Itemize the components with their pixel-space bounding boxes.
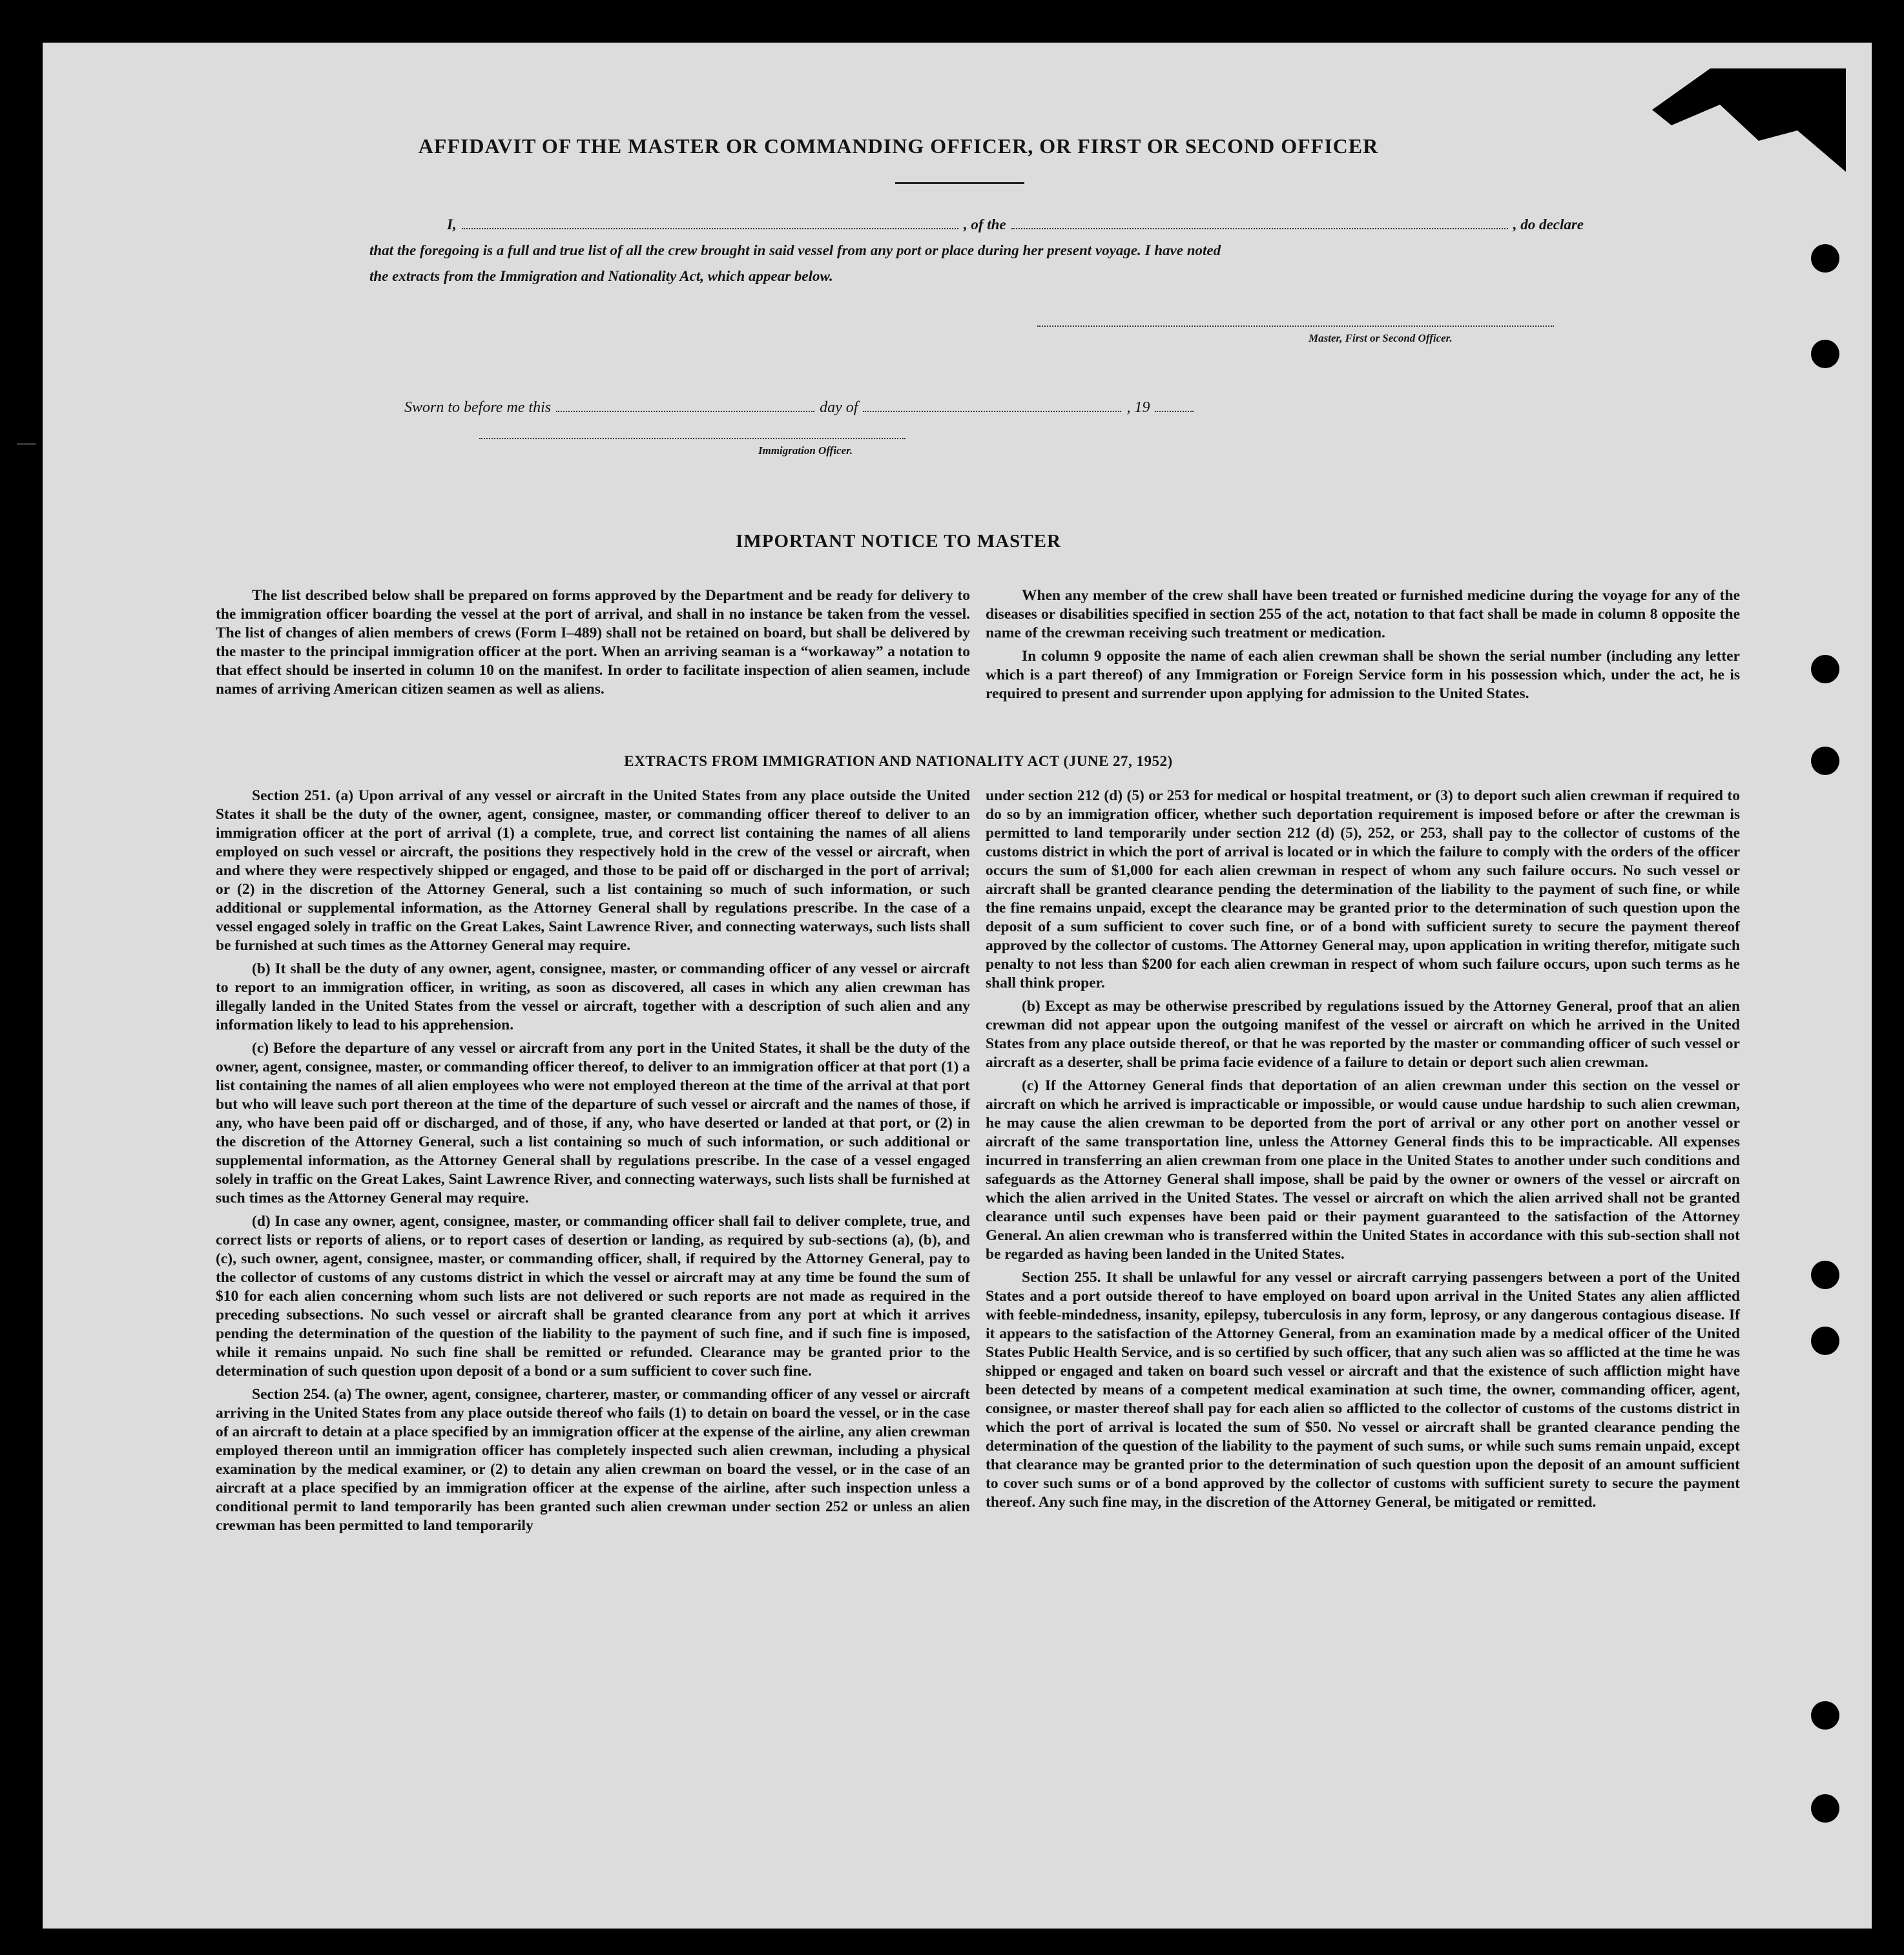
sworn-month-field[interactable] (863, 397, 1121, 412)
scan-mark (17, 443, 36, 445)
notice-paragraph: The list described below shall be prepared on forms approved by the Department and be ready for delivery to the immigration officer boarding the vessel at the port of arrival, and shall in no instance be taken from the vessel. The list of changes of alien members of crews (Form I–489) shall not be retained on board, but shall be delivered by the master to the principal immigration officer at the port. When an arriving seaman is a “workaway” a notation to that effect should be inserted in column 10 on the manifest. In order to facilitate inspection of alien seamen, include names of arriving American citizen seamen as well as aliens. (216, 587, 970, 698)
section-paragraph: Section 251. (a) Upon arrival of any vessel or aircraft in the United States from any place outside the United States it shall be the duty of the owner, agent, consignee, master, or commanding officer thereof to deliver to an immigration officer at the port of arrival (1) a complete, true, and correct list containing the names of all aliens employed on such vessel or aircraft, the positions they respectively hold in the crew of the vessel or aircraft, when and where they were respectively shipped or engaged, and those to be paid off or discharged in the port of arrival; or (2) in the discretion of the Attorney General, such a list containing so much of such information, or such additional or supplemental information, as the Attorney General shall by regulations prescribe. In the case of a vessel engaged solely in traffic on the Great Lakes, Saint Lawrence River, and connecting waterways, such lists shall be furnished at such times as the Attorney General may require. (216, 787, 970, 954)
notice-paragraph: In column 9 opposite the name of each alien crewman shall be shown the serial number (including any letter which is a part thereof) of any Immigration or Foreign Service form in his possession which, under the act, he is required to present and surrender upon applying for admission to the United States. (986, 648, 1740, 702)
affidavit-block (369, 212, 1584, 289)
section-paragraph: (c) Before the departure of any vessel or aircraft from any port in the United States, it shall be the duty of the owner, agent, consignee, master, or commanding officer thereof, to deliver to an immigration officer at that port (1) a list containing the names of all alien employees who were not employed thereon at the time of the arrival at that port but who will leave such port thereon at the time of the departure of such vessel or aircraft and the names of those, if any, who have been paid off or discharged, and of those, if any, who have deserted or landed at that port, or (2) in the discretion of the Attorney General, such a list containing so much of such information, or such additional or supplemental information, as the Attorney General shall by regulations prescribe. In the case of a vessel engaged solely in traffic on the Great Lakes, Saint Lawrence River, and connecting waterways, such lists shall be furnished at such times as the Attorney General may require. (216, 1040, 970, 1206)
day-of-label: day of (820, 399, 858, 416)
officer-signature-line[interactable] (479, 438, 905, 439)
master-signature-line[interactable] (1037, 326, 1554, 327)
section-paragraph: (b) Except as may be otherwise prescribed by regulations issued by the Attorney General, proof that an alien crewman did not appear upon the outgoing manifest of the vessel or aircraft on which he arrived in the United States from any place outside thereof, or that he was reported by the master or commanding officer of such vessel or aircraft as a deserter, shall be prima facie evidence of a failure to detain or deport such alien crewman. (986, 998, 1740, 1071)
notice-right-column (986, 586, 1740, 708)
master-signature-label: Master, First or Second Officer. (1309, 332, 1453, 344)
sworn-line (404, 397, 1321, 417)
notice-left-column (216, 586, 970, 703)
punch-hole (1811, 244, 1839, 273)
declaration-line (369, 212, 1584, 238)
punch-hole (1811, 1701, 1839, 1730)
officer-signature-label: Immigration Officer. (758, 444, 853, 457)
punch-hole (1811, 747, 1839, 775)
vessel-field[interactable] (1011, 214, 1508, 229)
torn-corner (1652, 68, 1846, 172)
sworn-label: Sworn to before me this (404, 399, 552, 416)
punch-hole (1811, 1261, 1839, 1289)
sworn-year-field[interactable] (1155, 397, 1194, 412)
section-continuation: under section 212 (d) (5) or 253 for medical or hospital treatment, or (3) to deport such alien crewman if required to do so by an immigration officer, whether such deportation requirement is imposed before or after the crewman is permitted to land temporarily under section 212 (d) (5), 252, or 253, shall pay to the collector of customs of the customs district in which the port of arrival is located or in which the failure to comply with the orders of the officer occurs the sum of $1,000 for each alien crewman in respect of whom any such failure occurs. No such vessel or aircraft shall be granted clearance pending the determination of the liability to the payment of such fine, or while the fine remains unpaid, except the clearance may be granted prior to the determination of such question upon the deposit of a sum sufficient to cover such fine, or of a bond with sufficient surety to secure the payment thereof approved by the collector of customs. The Attorney General may, upon application in writing therefor, mitigate such penalty to not less than $200 for each alien crewman in respect of whom such failure occurs, upon such terms as he shall think proper. (986, 787, 1740, 991)
title-rule (895, 182, 1024, 184)
punch-hole (1811, 1794, 1839, 1823)
section-paragraph: (c) If the Attorney General finds that deportation of an alien crewman under this section on the vessel or aircraft on which he arrived is impracticable or impossible, or would cause undue hardship to such alien crewman, he may cause the alien crewman to be deported from the port of arrival or any other port on another vessel or aircraft of the same transportation line, unless the Attorney General finds this to be impracticable. All expenses incurred in transferring an alien crewman from one place in the United States to another under such conditions and safeguards as the Attorney General shall impose, shall be paid by the owner or owners of the vessel or aircraft on which the alien arrived in the United States. The vessel or aircraft on which the alien arrived shall not be granted clearance until such expenses have been paid or their payment guaranteed to the satisfaction of the Attorney General. An alien crewman who is transferred within the United States in accordance with this sub-section shall not be regarded as having been landed in the United States. (986, 1077, 1740, 1263)
section-paragraph: (b) It shall be the duty of any owner, agent, consignee, master, or commanding officer of any vessel or aircraft to report to an immigration officer, in writing, as soon as discovered, all cases in which any alien crewman has illegally landed in the United States from the vessel or aircraft, together with a description of such alien and any information likely to lead to his apprehension. (216, 960, 970, 1033)
sworn-day-field[interactable] (556, 397, 814, 412)
do-declare-label: , do declare (1513, 216, 1584, 233)
extracts-title: EXTRACTS FROM IMMIGRATION AND NATIONALITY ACT (JUNE 27, 1952) (624, 753, 1173, 769)
i-label: I, (447, 216, 457, 233)
affidavit-line-2: that the foregoing is a full and true list of all the crew brought in said vessel from any port or place during her present voyage. I have noted (369, 242, 1221, 258)
of-the-label: , of the (963, 216, 1006, 233)
section-paragraph: (d) In case any owner, agent, consignee, master, or commanding officer shall fail to deliver complete, true, and correct lists or reports of aliens, or to report cases of desertion or landing, as required by sub-sections (a), (b), and (c), such owner, agent, consignee, master, or commanding officer, shall, if required by the Attorney General, pay to the collector of customs of any customs district in which the vessel or aircraft may at any time be found the sum of $10 for each alien concerning whom such lists are not delivered or such reports are not made as required in the preceding subsections. No such vessel or aircraft shall be granted clearance from any port at which it arrives pending the determination of the question of the liability to the payment of such fine, and if such fine is imposed, while it remains unpaid. No such fine shall be remitted or refunded. Clearance may be granted prior to the determination of such question upon deposit of a bond or a sum sufficient to cover such fine. (216, 1213, 970, 1380)
section-paragraph: Section 254. (a) The owner, agent, consignee, charterer, master, or commanding officer of any vessel or aircraft arriving in the United States from any place outside thereof who fails (1) to detain on board the vessel, or in the case of an aircraft to detain at a place specified by an immigration officer at the expense of the airline, any alien crewman employed thereon until an immigration officer has completely inspected such alien crewman, including a physical examination by the medical examiner, or (2) to detain any alien crewman on board the vessel, or in the case of an aircraft at a place specified by an immigration officer at the expense of the airline, after such inspection unless a conditional permit to land temporarily has been granted such alien crewman under section 252 or unless an alien crewman has been permitted to land temporarily (216, 1386, 970, 1534)
affidavit-line-3: the extracts from the Immigration and Nationality Act, which appear below. (369, 268, 833, 284)
notice-paragraph: When any member of the crew shall have been treated or furnished medicine during the voyage for any of the diseases or disabilities specified in section 255 of the act, notation to that fact shall be made in column 8 opposite the name of the crewman receiving such treatment or medication. (986, 587, 1740, 641)
extracts-right-column (986, 787, 1740, 1516)
affidavit-title: AFFIDAVIT OF THE MASTER OR COMMANDING OFFICER, OR FIRST OR SECOND OFFICER (418, 134, 1379, 158)
section-paragraph: Section 255. It shall be unlawful for any vessel or aircraft carrying passengers between a port of the United States and a port outside thereof to have employed on board upon arrival in the United States any alien afflicted with feeble-mindedness, insanity, epilepsy, tuberculosis in any form, leprosy, or any dangerous contagious disease. If it appears to the satisfaction of the Attorney General, from an examination made by a medical officer of the United States Public Health Service, and is so certified by such officer, that any such alien was so afflicted at the time he was shipped or engaged and taken on board such vessel or aircraft and that the existence of such affliction might have been detected by means of a competent medical examination at such time, the owner, commanding officer, agent, consignee, or master thereof shall pay for each alien so afflicted to the collector of customs of the customs district in which the port of arrival is located the sum of $50. No vessel or aircraft shall be granted clearance pending the determination of the question of the liability to the payment of such sums, or while such sums remain unpaid, except that clearance may be granted prior to the determination of such question upon the deposit of an amount sufficient to cover such sums or of a bond approved by the collector of customs with sufficient surety to secure the payment thereof. Any such fine may, in the discretion of the Attorney General, be mitigated or remitted. (986, 1269, 1740, 1511)
punch-hole (1811, 655, 1839, 683)
punch-hole (1811, 340, 1839, 368)
document-page (43, 43, 1872, 1929)
punch-hole (1811, 1327, 1839, 1355)
name-field[interactable] (462, 214, 958, 229)
extracts-left-column (216, 787, 970, 1540)
notice-title: IMPORTANT NOTICE TO MASTER (736, 531, 1061, 552)
year-label: , 19 (1126, 399, 1150, 416)
